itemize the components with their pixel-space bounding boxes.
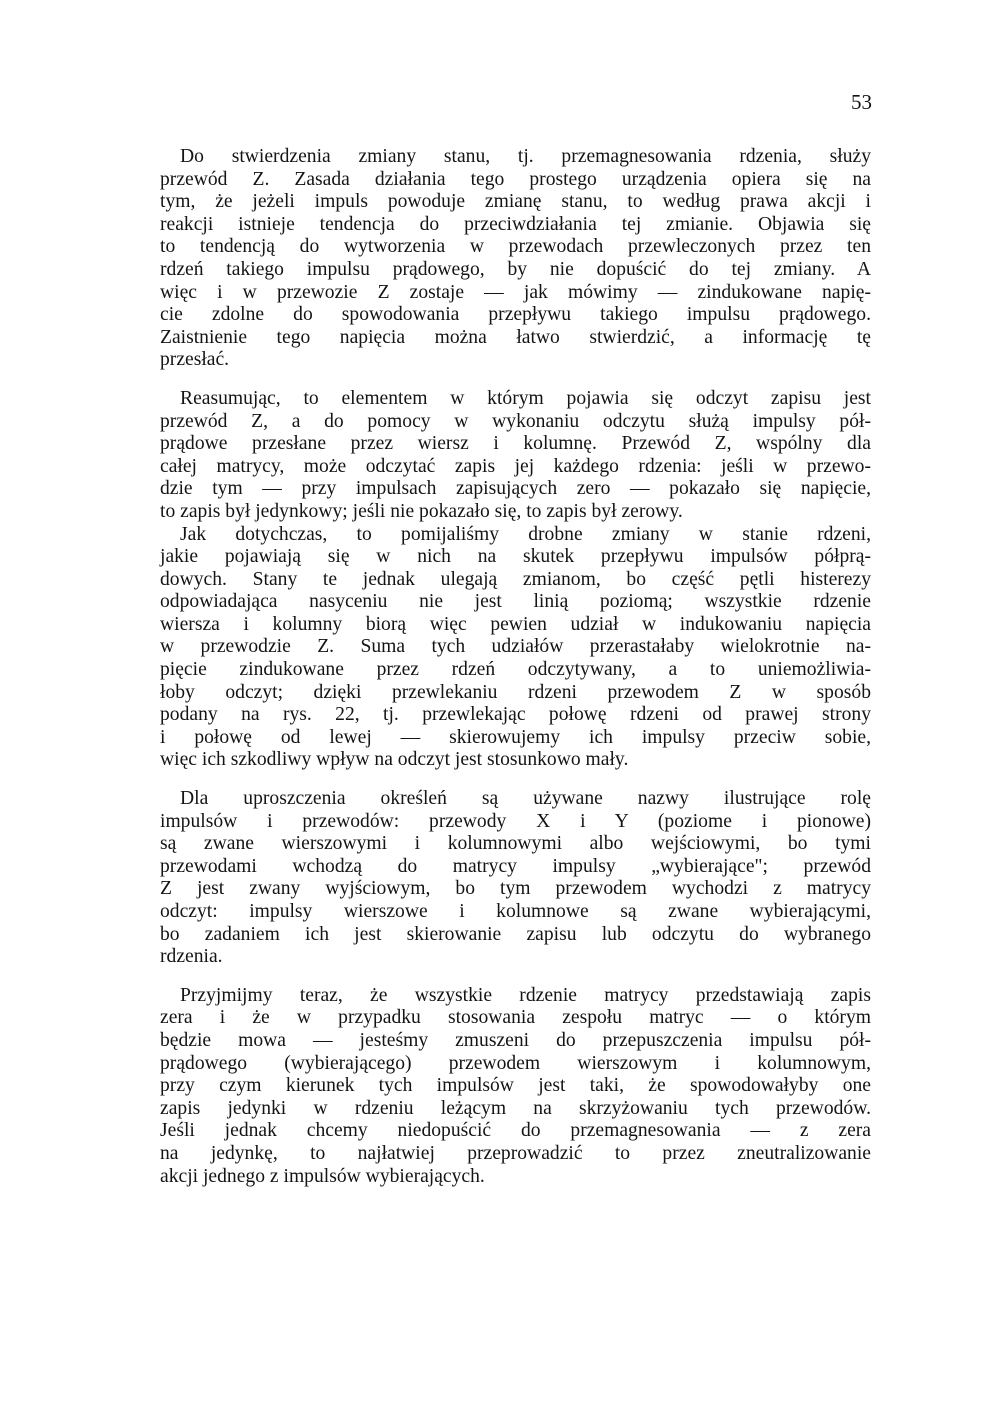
text-line: przewód Z, a do pomocy w wykonaniu odczytu służą impulsy pół- xyxy=(160,410,871,432)
page-number: 53 xyxy=(851,90,872,114)
text-line: pięcie zindukowane przez rdzeń odczytywany, a to uniemożliwia- xyxy=(160,659,871,681)
text-line: i połowę od lewej — skierowujemy ich impulsy przeciw sobie, xyxy=(160,726,871,748)
text-line: jakie pojawiają się w nich na skutek przepływu impulsów półprą- xyxy=(160,546,871,568)
text-line: więc ich szkodliwy wpływ na odczyt jest stosunkowo mały. xyxy=(160,749,629,771)
text-line: prądowe przesłane przez wiersz i kolumnę. Przewód Z, wspólny dla xyxy=(160,433,871,455)
text-line: Przyjmijmy teraz, że wszystkie rdzenie matrycy przedstawiają zapis xyxy=(180,984,871,1006)
text-line: impulsów i przewodów: przewody X i Y (poziome i pionowe) xyxy=(160,810,871,832)
text-line: dzie tym — przy impulsach zapisujących zero — pokazało się napięcie, xyxy=(160,478,871,500)
text-line: podany na rys. 22, tj. przewlekając połowę rdzeni od prawej strony xyxy=(160,704,871,726)
text-line: Do stwierdzenia zmiany stanu, tj. przemagnesowania rdzenia, służy xyxy=(180,146,871,167)
paragraph-4 xyxy=(160,788,871,969)
paragraph-2 xyxy=(160,388,871,524)
body-text xyxy=(160,146,871,1188)
text-line: Jak dotychczas, to pomijaliśmy drobne zmiany w stanie rdzeni, xyxy=(180,523,871,545)
paragraph-1 xyxy=(160,146,871,372)
text-line: to tendencją do wytworzenia w przewodach przewleczonych przez ten xyxy=(160,236,871,258)
paragraph-3 xyxy=(160,524,871,773)
text-line: więc i w przewozie Z zostaje — jak mówimy — zindukowane napię- xyxy=(160,281,871,303)
text-line: wiersza i kolumny biorą więc pewien udział w indukowaniu napięcia xyxy=(160,613,871,635)
text-line: rdzeń takiego impulsu prądowego, by nie dopuścić do tej zmiany. A xyxy=(160,258,871,280)
paragraph-5 xyxy=(160,985,871,1188)
text-line: Jeśli jednak chcemy niedopuścić do przemagnesowania — z zera xyxy=(160,1120,871,1142)
text-line: to zapis był jedynkowy; jeśli nie pokazało się, to zapis był zerowy. xyxy=(160,500,683,522)
text-line: tym, że jeżeli impuls powoduje zmianę stanu, to według prawa akcji i xyxy=(160,191,871,213)
text-line: akcji jednego z impulsów wybierających. xyxy=(160,1165,485,1187)
text-line: przesłać. xyxy=(160,349,230,371)
text-line: Z jest zwany wyjściowym, bo tym przewodem wychodzi z matrycy xyxy=(160,878,871,900)
text-line: Dla uproszczenia określeń są używane nazwy ilustrujące rolę xyxy=(180,788,871,810)
text-line: dowych. Stany te jednak ulegają zmianom, bo część pętli histerezy xyxy=(160,568,871,590)
text-line: odpowiadająca nasyceniu nie jest linią poziomą; wszystkie rdzenie xyxy=(160,591,871,613)
text-line: rdzenia. xyxy=(160,946,223,968)
text-line: prądowego (wybierającego) przewodem wierszowym i kolumnowym, xyxy=(160,1052,871,1074)
text-line: bo zadaniem ich jest skierowanie zapisu lub odczytu do wybranego xyxy=(160,923,871,945)
text-line: w przewodzie Z. Suma tych udziałów przerastałaby wielokrotnie na- xyxy=(160,636,871,658)
text-line: Zaistnienie tego napięcia można łatwo stwierdzić, a informację tę xyxy=(160,326,871,348)
text-line: są zwane wierszowymi i kolumnowymi albo wejściowymi, bo tymi xyxy=(160,833,871,855)
text-line: przewód Z. Zasada działania tego prostego urządzenia opiera się na xyxy=(160,168,871,190)
text-line: Reasumując, to elementem w którym pojawia się odczyt zapisu jest xyxy=(180,387,871,409)
text-line: będzie mowa — jesteśmy zmuszeni do przepuszczenia impulsu pół- xyxy=(160,1029,871,1051)
text-line: zapis jedynki w rdzeniu leżącym na skrzyżowaniu tych przewodów. xyxy=(160,1097,871,1119)
text-line: reakcji istnieje tendencja do przeciwdziałania tej zmianie. Objawia się xyxy=(160,213,871,235)
text-line: łoby odczyt; dzięki przewlekaniu rdzeni przewodem Z w sposób xyxy=(160,681,871,703)
text-line: przewodami wchodzą do matrycy impulsy „wybierające"; przewód xyxy=(160,855,871,877)
text-line: na jedynkę, to najłatwiej przeprowadzić to przez zneutralizowanie xyxy=(160,1142,871,1164)
text-line: przy czym kierunek tych impulsów jest taki, że spowodowałyby one xyxy=(160,1075,871,1097)
text-line: zera i że w przypadku stosowania zespołu matryc — o którym xyxy=(160,1007,871,1029)
text-line: odczyt: impulsy wierszowe i kolumnowe są zwane wybierającymi, xyxy=(160,901,871,922)
text-line: cie zdolne do spowodowania przepływu takiego impulsu prądowego. xyxy=(160,304,871,326)
text-line: całej matrycy, może odczytać zapis jej każdego rdzenia: jeśli w przewo- xyxy=(160,455,871,477)
